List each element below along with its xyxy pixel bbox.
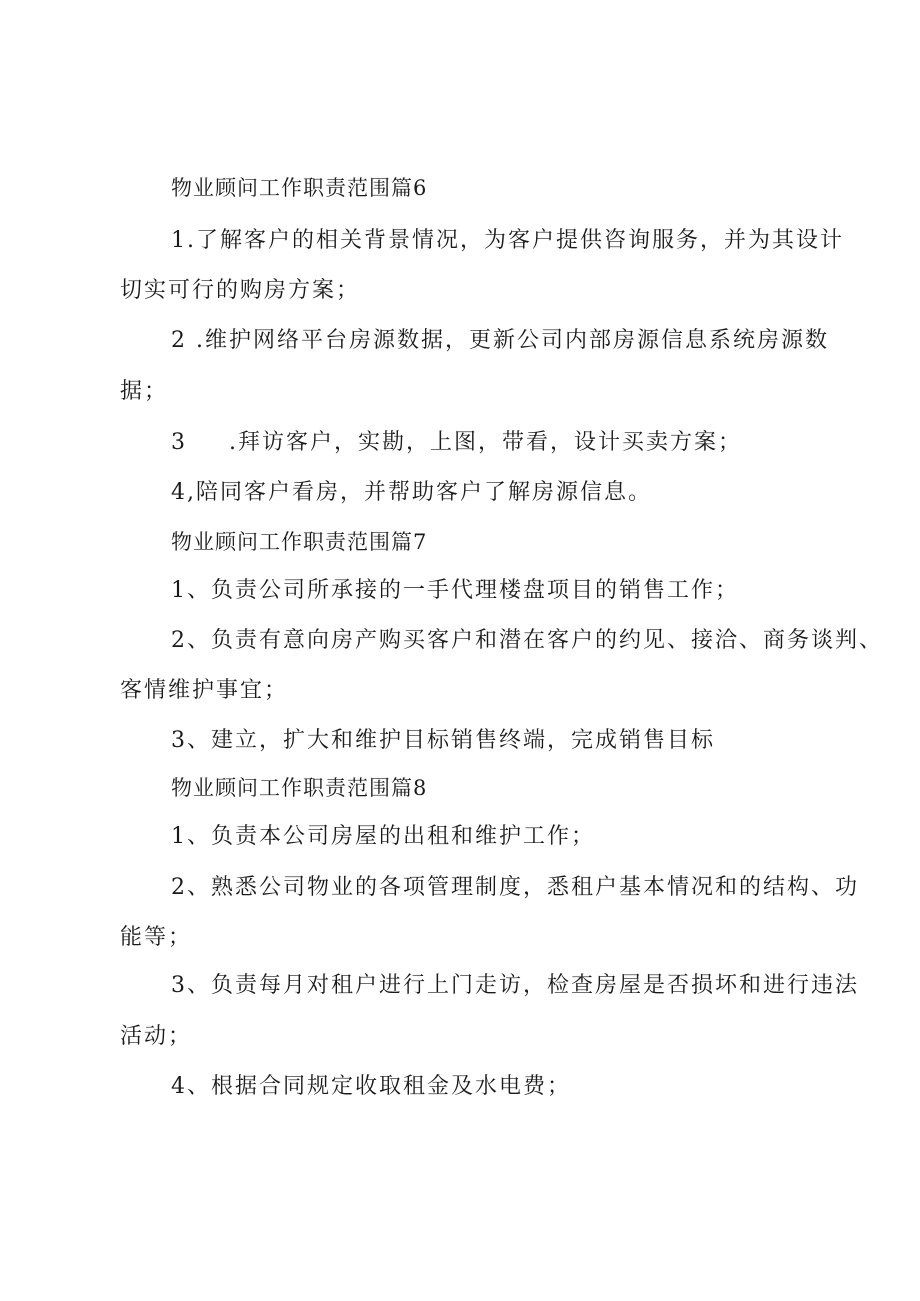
section-heading: 物业顾问工作职责范围篇8 [171, 776, 428, 800]
paragraph-line: 客情维护事宜； [120, 678, 289, 703]
paragraph-line: 2、熟悉公司物业的各项管理制度，悉租户基本情况和的结构、功 [171, 875, 859, 900]
paragraph-line: 3、负责每月对租户进行上门走访，检查房屋是否损坏和进行违法 [171, 973, 859, 998]
paragraph-line: 1.了解客户的相关背景情况，为客户提供咨询服务，并为其设计 [171, 228, 844, 253]
paragraph-line: 3、建立，扩大和维护目标销售终端，完成销售目标 [171, 728, 715, 753]
paragraph-line: 1、负责公司所承接的一手代理楼盘项目的销售工作； [171, 578, 739, 603]
paragraph-line: 能等； [120, 925, 193, 950]
section-heading: 物业顾问工作职责范围篇7 [171, 530, 428, 554]
paragraph-line: 4、根据合同规定收取租金及水电费； [171, 1074, 571, 1099]
paragraph-line: .拜访客户，实勘，上图，带看，设计买卖方案； [229, 430, 742, 455]
paragraph-line: 活动； [120, 1024, 193, 1049]
list-number: 3 [171, 430, 187, 455]
paragraph-line: 1、负责本公司房屋的出租和维护工作； [171, 824, 595, 849]
paragraph-line: 据； [120, 379, 169, 404]
paragraph-line: 4,陪同客户看房，并帮助客户了解房源信息。 [171, 480, 652, 505]
paragraph-line: 2、负责有意向房产购买客户和潜在客户的约见、接洽、商务谈判、 [171, 628, 883, 653]
paragraph-line: 切实可行的购房方案； [120, 278, 361, 303]
section-heading: 物业顾问工作职责范围篇6 [171, 176, 428, 200]
paragraph-line: 2 .维护网络平台房源数据，更新公司内部房源信息系统房源数 [171, 328, 829, 353]
